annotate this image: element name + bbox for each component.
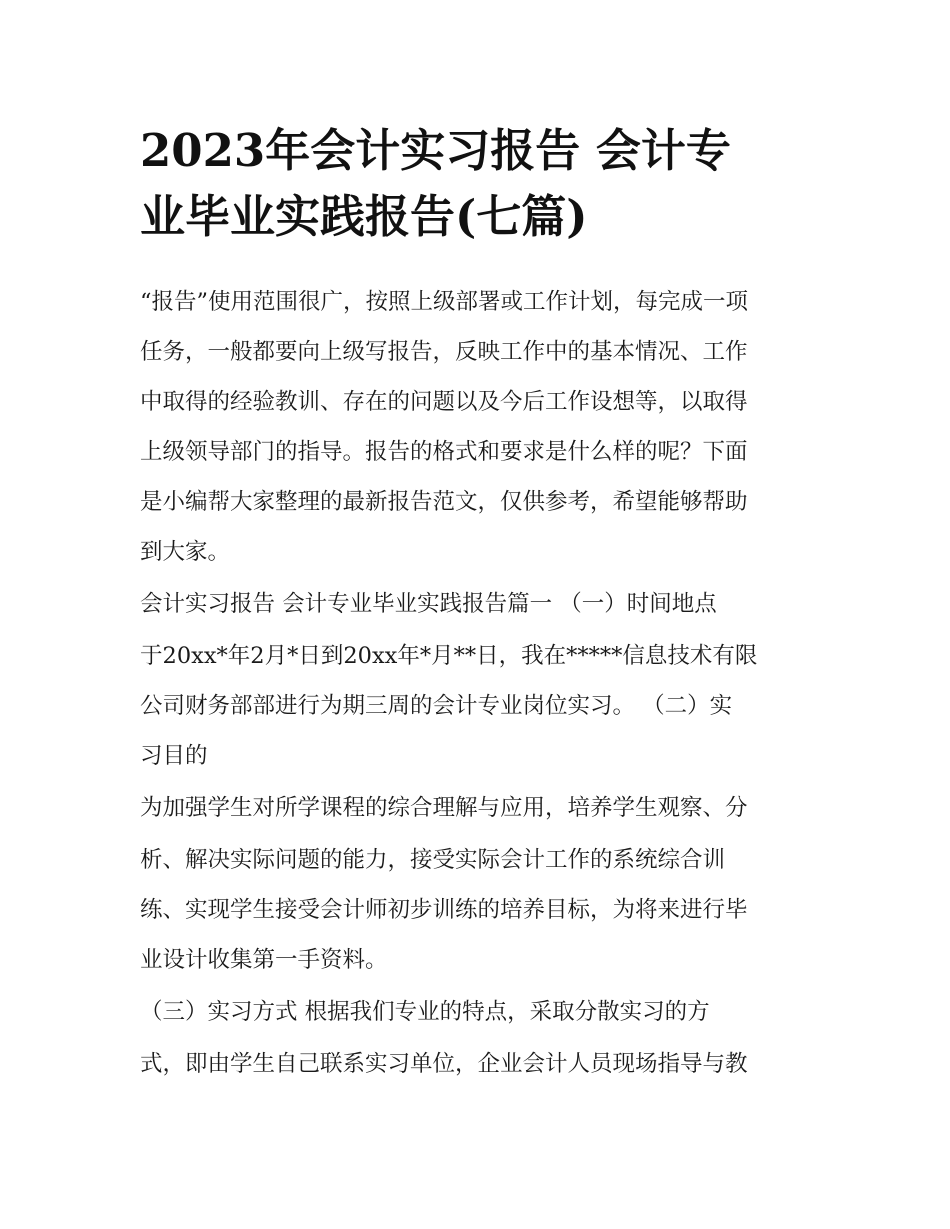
intro-line: 中取得的经验教训、存在的问题以及今后工作设想等，以取得 <box>140 389 748 415</box>
intro-line: “报告”使用范围很广，按照上级部署或工作计划，每完成一项 <box>140 289 749 315</box>
section-line: 公司财务部部进行为期三周的会计专业岗位实习。 （二）实 <box>140 693 733 719</box>
title-line: 2023年会计实习报告 会计专 <box>140 124 731 177</box>
title-line: 业毕业实践报告(七篇) <box>140 190 588 243</box>
purpose-line: 业设计收集第一手资料。 <box>140 947 388 973</box>
method-line: 式，即由学生自己联系实习单位，企业会计人员现场指导与教 <box>140 1051 748 1077</box>
intro-line: 是小编帮大家整理的最新报告范文，仅供参考，希望能够帮助 <box>140 489 748 515</box>
document-title <box>140 118 820 250</box>
method-line: （三）实习方式 根据我们专业的特点，采取分散实习的方 <box>140 999 710 1025</box>
purpose-line: 练、实现学生接受会计师初步训练的培养目标，为将来进行毕 <box>140 897 748 923</box>
section-line: 于20xx*年2月*日到20xx年*月**日，我在*****信息技术有限 <box>140 643 758 669</box>
purpose-line: 为加强学生对所学课程的综合理解与应用，培养学生观察、分 <box>140 795 748 821</box>
intro-line: 上级领导部门的指导。报告的格式和要求是什么样的呢？下面 <box>140 439 748 465</box>
purpose-line: 析、解决实际问题的能力，接受实际会计工作的系统综合训 <box>140 847 726 873</box>
intro-line: 到大家。 <box>140 539 231 565</box>
intro-line: 任务，一般都要向上级写报告，反映工作中的基本情况、工作 <box>140 339 748 365</box>
section-heading-line: 会计实习报告 会计专业毕业实践报告篇一 （一）时间地点 <box>140 591 717 617</box>
section-line: 习目的 <box>140 743 208 769</box>
